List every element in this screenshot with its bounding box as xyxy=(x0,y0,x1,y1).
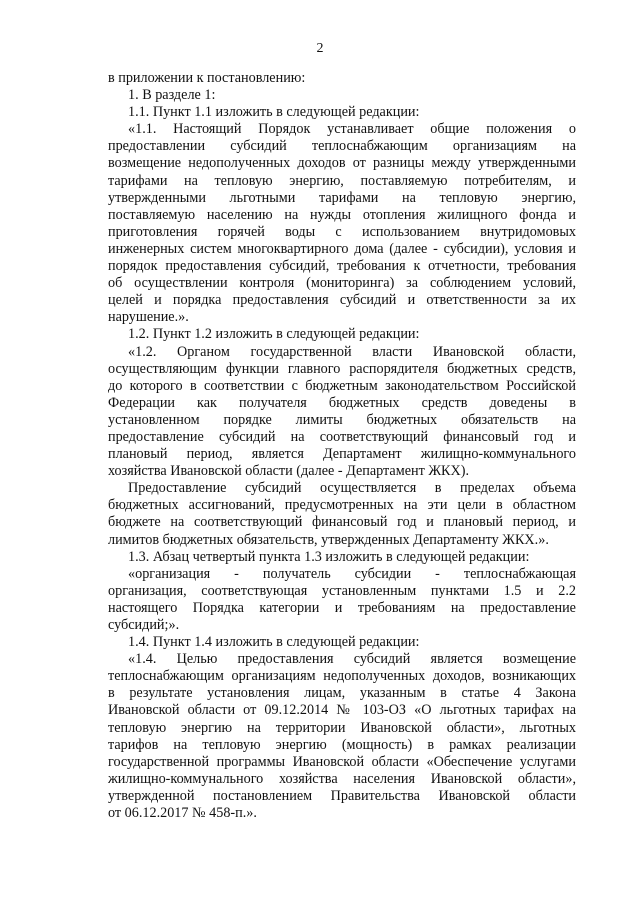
page-number: 2 xyxy=(316,41,324,56)
text-line: утвержденными льготными тарифами на тепловую энергию, xyxy=(108,189,576,206)
text-line: нарушение.». xyxy=(108,309,189,326)
text-line: лимитов бюджетных обязательств, утвержденных Департаменту ЖКХ.». xyxy=(108,531,549,548)
text-line: хозяйства Ивановской области (далее - Департамент ЖКХ). xyxy=(108,463,470,480)
text-line: установленном порядке лимиты бюджетных обязательств на xyxy=(108,411,576,428)
document-body xyxy=(108,70,576,822)
text-line: тепловую энергию на территории Ивановской области», льготных xyxy=(108,719,576,736)
text-line: в результате установления лицам, указанным в статье 4 Закона xyxy=(108,685,576,702)
text-line: 1.3. Абзац четвертый пункта 1.3 изложить в следующей редакции: xyxy=(128,548,530,565)
text-line: «1.2. Органом государственной власти Ивановской области, xyxy=(128,343,576,360)
text-line: Предоставление субсидий осуществляется в пределах объема xyxy=(128,480,576,497)
text-line: предоставление субсидий на соответствующий финансовый год и xyxy=(108,428,576,445)
text-line: 1. В разделе 1: xyxy=(128,87,216,104)
text-line: утвержденной постановлением Правительства Ивановской области xyxy=(108,787,576,804)
text-line: инженерных систем многоквартирного дома (далее - субсидии), условия и xyxy=(108,240,576,257)
text-line: государственной программы Ивановской области «Обеспечение услугами xyxy=(108,753,576,770)
text-line: организация, соответствующая установленным пунктами 1.5 и 2.2 xyxy=(108,582,576,599)
text-line: тарифов на тепловую энергию (мощность) в рамках реализации xyxy=(108,736,576,753)
text-line: тарифами на тепловую энергию, поставляемую потребителям, и xyxy=(108,172,576,189)
text-line: Федерации как получателя бюджетных средств доведены в xyxy=(108,394,576,411)
text-line: целей и порядка предоставления субсидий и ответственности за их xyxy=(108,292,576,309)
text-line: Ивановской области от 09.12.2014 № 103-ОЗ «О льготных тарифах на xyxy=(108,702,576,719)
text-line: 1.4. Пункт 1.4 изложить в следующей редакции: xyxy=(128,634,420,651)
text-line: субсидий;». xyxy=(108,617,180,633)
text-line: в приложении к постановлению: xyxy=(108,70,306,86)
text-line: жилищно-коммунального хозяйства населения Ивановской области», xyxy=(108,770,576,787)
text-line: настоящего Порядка категории и требованиям на предоставление xyxy=(108,599,576,616)
text-line: «организация - получатель субсидии - теплоснабжающая xyxy=(128,565,576,582)
text-line: предоставлении субсидий теплоснабжающим организациям на xyxy=(108,138,576,155)
text-line: бюджетных ассигнований, предусмотренных на эти цели в областном xyxy=(108,497,576,514)
text-line: теплоснабжающим организациям недополученных доходов, возникающих xyxy=(108,668,576,685)
text-line: «1.1. Настоящий Порядок устанавливает общие положения о xyxy=(128,121,576,138)
text-line: осуществляющим функции главного распорядителя бюджетных средств, xyxy=(108,360,576,377)
text-line: возмещение недополученных доходов от разницы между утвержденными xyxy=(108,155,576,172)
text-line: поставляемую населению на нужды отопления жилищного фонда и xyxy=(108,206,576,223)
text-line: «1.4. Целью предоставления субсидий является возмещение xyxy=(128,651,576,668)
text-line: плановый период, является Департамент жилищно-коммунального xyxy=(108,446,576,463)
text-line: порядок предоставления субсидий, требования к отчетности, требования xyxy=(108,258,576,275)
text-line: приготовления горячей воды с использованием внутридомовых xyxy=(108,223,576,240)
text-line: бюджете на соответствующий финансовый год и плановый период, и xyxy=(108,514,576,531)
text-line: об осуществлении контроля (мониторинга) за соблюдением условий, xyxy=(108,275,576,292)
text-line: 1.2. Пункт 1.2 изложить в следующей редакции: xyxy=(128,326,420,343)
text-line: 1.1. Пункт 1.1 изложить в следующей редакции: xyxy=(128,104,420,121)
text-line: до которого в соответствии с бюджетным законодательством Российской xyxy=(108,377,576,394)
text-line: от 06.12.2017 № 458-п.». xyxy=(108,805,257,822)
